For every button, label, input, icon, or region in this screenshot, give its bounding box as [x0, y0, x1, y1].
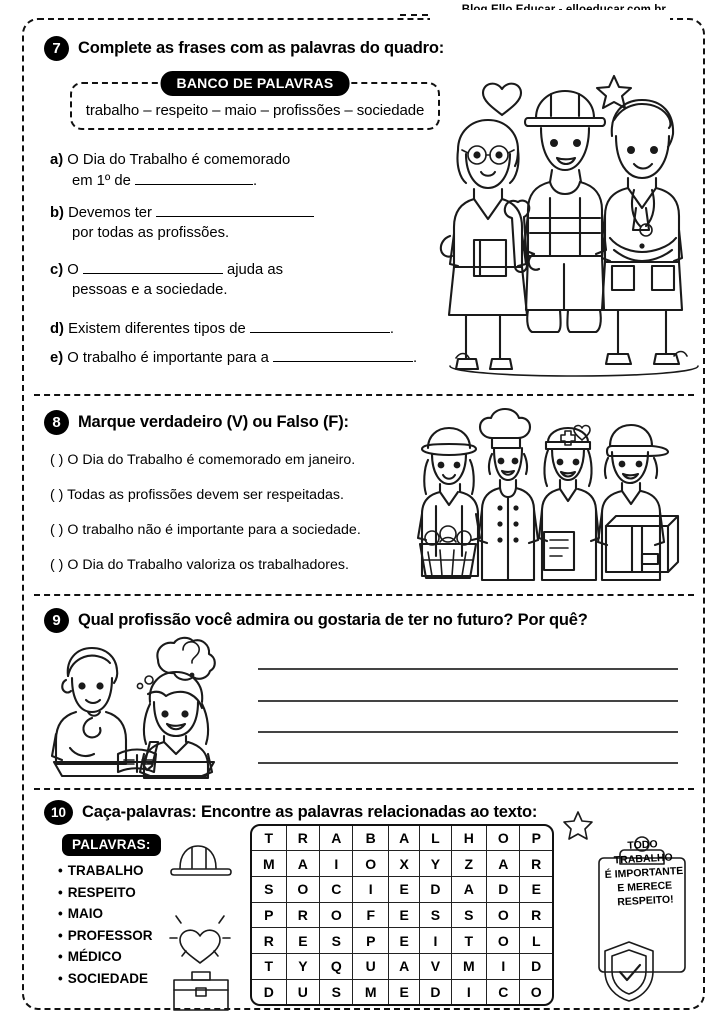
- word-search-cell[interactable]: A: [286, 851, 319, 877]
- word-search-cell[interactable]: A: [389, 826, 420, 851]
- question-8-statement-1[interactable]: [50, 452, 355, 468]
- answer-blank[interactable]: [273, 347, 413, 362]
- note-line-2: TRABALHO: [613, 851, 673, 867]
- word-search-cell[interactable]: Y: [286, 953, 319, 979]
- answer-blank[interactable]: [135, 170, 253, 185]
- answer-line-4[interactable]: [258, 762, 678, 764]
- word-search-grid[interactable]: [250, 824, 554, 1006]
- note-line-1: TODO: [627, 838, 658, 852]
- illustration-three-professionals: [444, 58, 702, 326]
- hard-hat-icon: [171, 846, 231, 875]
- word-search-cell[interactable]: U: [353, 953, 389, 979]
- word-search-cell[interactable]: E: [286, 928, 319, 954]
- illustration-four-workers: [414, 414, 698, 580]
- word-search-cell[interactable]: R: [286, 902, 319, 928]
- word-search-cell[interactable]: F: [353, 902, 389, 928]
- word-search-cell[interactable]: A: [487, 851, 520, 877]
- answer-blank[interactable]: [250, 318, 390, 333]
- item-label: c): [50, 262, 64, 278]
- question-number-badge: 8: [44, 410, 69, 435]
- divider-1: [34, 394, 694, 396]
- palavra-item: • SOCIEDADE: [58, 968, 153, 990]
- question-8-statement-3[interactable]: [50, 522, 361, 538]
- word-search-table[interactable]: [252, 826, 552, 1004]
- note-line-4: E MERECE: [617, 879, 673, 895]
- item-label: b): [50, 205, 64, 221]
- answer-blank[interactable]: [156, 202, 314, 217]
- word-search-cell[interactable]: A: [320, 826, 353, 851]
- item-label: d): [50, 321, 64, 337]
- palavra-item: • MÉDICO: [58, 946, 153, 968]
- word-search-cell[interactable]: R: [520, 902, 552, 928]
- item-label: a): [50, 152, 64, 168]
- answer-line-2[interactable]: [258, 700, 678, 702]
- word-search-row: [252, 851, 552, 877]
- item-text-line1-post: .: [389, 321, 394, 337]
- item-label: e): [50, 350, 64, 366]
- word-search-cell[interactable]: E: [389, 877, 420, 903]
- word-search-cell[interactable]: O: [487, 826, 520, 851]
- palavras-list: [58, 860, 153, 989]
- word-search-cell[interactable]: D: [487, 877, 520, 903]
- word-search-cell[interactable]: L: [420, 826, 451, 851]
- question-10-heading: [44, 800, 537, 825]
- boy-figure: [52, 648, 126, 764]
- heart-icon: [170, 916, 230, 963]
- word-bank: [70, 75, 440, 130]
- word-bank-title: BANCO DE PALAVRAS: [161, 71, 350, 96]
- word-search-cell[interactable]: T: [451, 928, 487, 954]
- answer-blank[interactable]: [83, 259, 223, 274]
- word-search-cell[interactable]: M: [252, 851, 286, 877]
- doctor-figure: [602, 100, 682, 364]
- word-search-cell[interactable]: D: [420, 877, 451, 903]
- question-7-heading: [44, 36, 444, 61]
- word-search-cell[interactable]: E: [389, 902, 420, 928]
- profession-icons-column: [168, 838, 234, 998]
- tf-text: O Dia do Trabalho valoriza os trabalhadores.: [67, 557, 349, 573]
- word-search-cell[interactable]: R: [520, 851, 552, 877]
- question-8-title: Marque verdadeiro (V) ou Falso (F):: [78, 413, 349, 431]
- word-search-cell[interactable]: H: [451, 826, 487, 851]
- tf-checkbox[interactable]: ( ): [50, 487, 64, 503]
- word-search-row: [252, 979, 552, 1004]
- question-10-title: Caça-palavras: Encontre as palavras relacionadas ao texto:: [82, 803, 538, 821]
- word-search-cell[interactable]: C: [320, 877, 353, 903]
- question-9-heading: [44, 608, 588, 633]
- word-search-cell[interactable]: P: [353, 928, 389, 954]
- divider-3: [34, 788, 694, 790]
- shield-check-icon: [598, 938, 660, 1004]
- word-search-cell[interactable]: S: [320, 979, 353, 1004]
- word-search-cell[interactable]: T: [252, 826, 286, 851]
- question-8-statement-4[interactable]: [50, 557, 349, 573]
- question-7-item-b: [50, 202, 410, 243]
- word-bank-words: trabalho – respeito – maio – profissões – sociedade: [85, 102, 425, 119]
- question-7-item-e: [50, 347, 470, 368]
- word-search-row: [252, 826, 552, 851]
- farmer-figure: [418, 428, 480, 578]
- palavra-item: • PROFESSOR: [58, 925, 153, 947]
- word-search-cell[interactable]: D: [252, 979, 286, 1004]
- item-text-line1-pre: Devemos ter: [68, 205, 157, 221]
- word-search-cell[interactable]: I: [451, 979, 487, 1004]
- question-7-item-d: [50, 318, 450, 339]
- construction-worker-figure: [505, 91, 606, 332]
- word-search-cell[interactable]: S: [320, 928, 353, 954]
- word-search-cell[interactable]: I: [353, 877, 389, 903]
- tf-text: O Dia do Trabalho é comemorado em janeiro.: [67, 452, 356, 468]
- word-search-cell[interactable]: A: [389, 953, 420, 979]
- word-search-cell[interactable]: E: [389, 928, 420, 954]
- word-search-cell[interactable]: R: [252, 928, 286, 954]
- word-search-cell[interactable]: P: [520, 826, 552, 851]
- word-search-cell[interactable]: A: [451, 877, 487, 903]
- word-search-cell[interactable]: O: [353, 851, 389, 877]
- question-9-title: Qual profissão você admira ou gostaria de ter no futuro? Por quê?: [78, 611, 588, 629]
- delivery-worker-figure: [598, 425, 678, 580]
- palavra-item: • RESPEITO: [58, 882, 153, 904]
- word-search-cell[interactable]: Y: [420, 851, 451, 877]
- chef-figure: [478, 409, 538, 580]
- tf-checkbox[interactable]: ( ): [50, 522, 64, 538]
- question-number-badge: 9: [44, 608, 69, 633]
- question-number-badge: 10: [44, 800, 73, 825]
- palavras-title: PALAVRAS:: [62, 834, 161, 856]
- item-text-line2: pessoas e a sociedade.: [72, 282, 228, 298]
- note-line-5: RESPEITO!: [616, 893, 674, 909]
- word-search-cell[interactable]: I: [487, 953, 520, 979]
- word-search-cell[interactable]: R: [286, 826, 319, 851]
- word-search-cell[interactable]: S: [451, 902, 487, 928]
- palavra-item: • TRABALHO: [58, 860, 153, 882]
- divider-2: [34, 594, 694, 596]
- word-search-cell[interactable]: O: [320, 902, 353, 928]
- question-number-badge: 7: [44, 36, 69, 61]
- item-text-line1-pre: Existem diferentes tipos de: [68, 321, 250, 337]
- word-search-cell[interactable]: C: [487, 979, 520, 1004]
- question-8-statement-2[interactable]: [50, 487, 344, 503]
- word-search-cell[interactable]: M: [353, 979, 389, 1004]
- item-text-line1-post: ajuda as: [222, 262, 283, 278]
- word-search-cell[interactable]: S: [420, 902, 451, 928]
- word-search-cell[interactable]: O: [520, 979, 552, 1004]
- word-search-cell[interactable]: P: [252, 902, 286, 928]
- word-search-cell[interactable]: D: [520, 953, 552, 979]
- word-search-cell[interactable]: O: [286, 877, 319, 903]
- item-text-line1: O Dia do Trabalho é comemorado: [67, 152, 291, 168]
- word-search-cell[interactable]: V: [420, 953, 451, 979]
- note-line-3: É IMPORTANTE: [604, 864, 684, 882]
- item-text-line2-pre: em 1º de: [72, 173, 135, 189]
- item-text-line1-pre: O trabalho é importante para a: [67, 350, 273, 366]
- word-search-row: [252, 877, 552, 903]
- word-search-cell[interactable]: D: [420, 979, 451, 1004]
- word-search-cell[interactable]: Z: [451, 851, 487, 877]
- answer-line-1[interactable]: [258, 668, 678, 670]
- tf-checkbox[interactable]: ( ): [50, 452, 64, 468]
- question-7-item-c: [50, 259, 410, 300]
- item-text-line2-post: .: [252, 173, 258, 189]
- item-text-line1-post: .: [412, 350, 418, 366]
- word-search-cell[interactable]: U: [286, 979, 319, 1004]
- word-search-row: [252, 928, 552, 954]
- nurse-figure: [539, 428, 599, 580]
- tf-checkbox[interactable]: ( ): [50, 557, 64, 573]
- header-dash-left: [400, 14, 428, 16]
- word-search-cell[interactable]: L: [520, 928, 552, 954]
- clipboard-note-text: [598, 838, 690, 934]
- word-search-cell[interactable]: X: [389, 851, 420, 877]
- question-8-heading: [44, 410, 349, 435]
- item-text-line2: por todas as profissões.: [72, 225, 230, 241]
- item-text-line1-pre: O: [67, 262, 83, 278]
- word-search-cell[interactable]: E: [520, 877, 552, 903]
- tf-text: Todas as profissões devem ser respeitadas.: [67, 487, 344, 503]
- word-search-cell[interactable]: T: [252, 953, 286, 979]
- word-search-cell[interactable]: E: [389, 979, 420, 1004]
- word-search-cell[interactable]: M: [451, 953, 487, 979]
- word-search-cell[interactable]: S: [252, 877, 286, 903]
- word-search-cell[interactable]: I: [320, 851, 353, 877]
- tf-text: O trabalho não é importante para a sociedade.: [67, 522, 361, 538]
- word-search-cell[interactable]: Q: [320, 953, 353, 979]
- answer-line-3[interactable]: [258, 731, 678, 733]
- palavra-item: • MAIO: [58, 903, 153, 925]
- word-search-cell[interactable]: I: [420, 928, 451, 954]
- word-search-row: [252, 953, 552, 979]
- word-search-cell[interactable]: B: [353, 826, 389, 851]
- question-7-title: Complete as frases com as palavras do quadro:: [78, 39, 445, 57]
- header-gap-mask: [430, 10, 670, 22]
- word-search-cell[interactable]: O: [487, 928, 520, 954]
- word-search-cell[interactable]: O: [487, 902, 520, 928]
- illustration-kids-thinking: [52, 638, 262, 778]
- word-search-row: [252, 902, 552, 928]
- question-7-item-a: [50, 150, 410, 191]
